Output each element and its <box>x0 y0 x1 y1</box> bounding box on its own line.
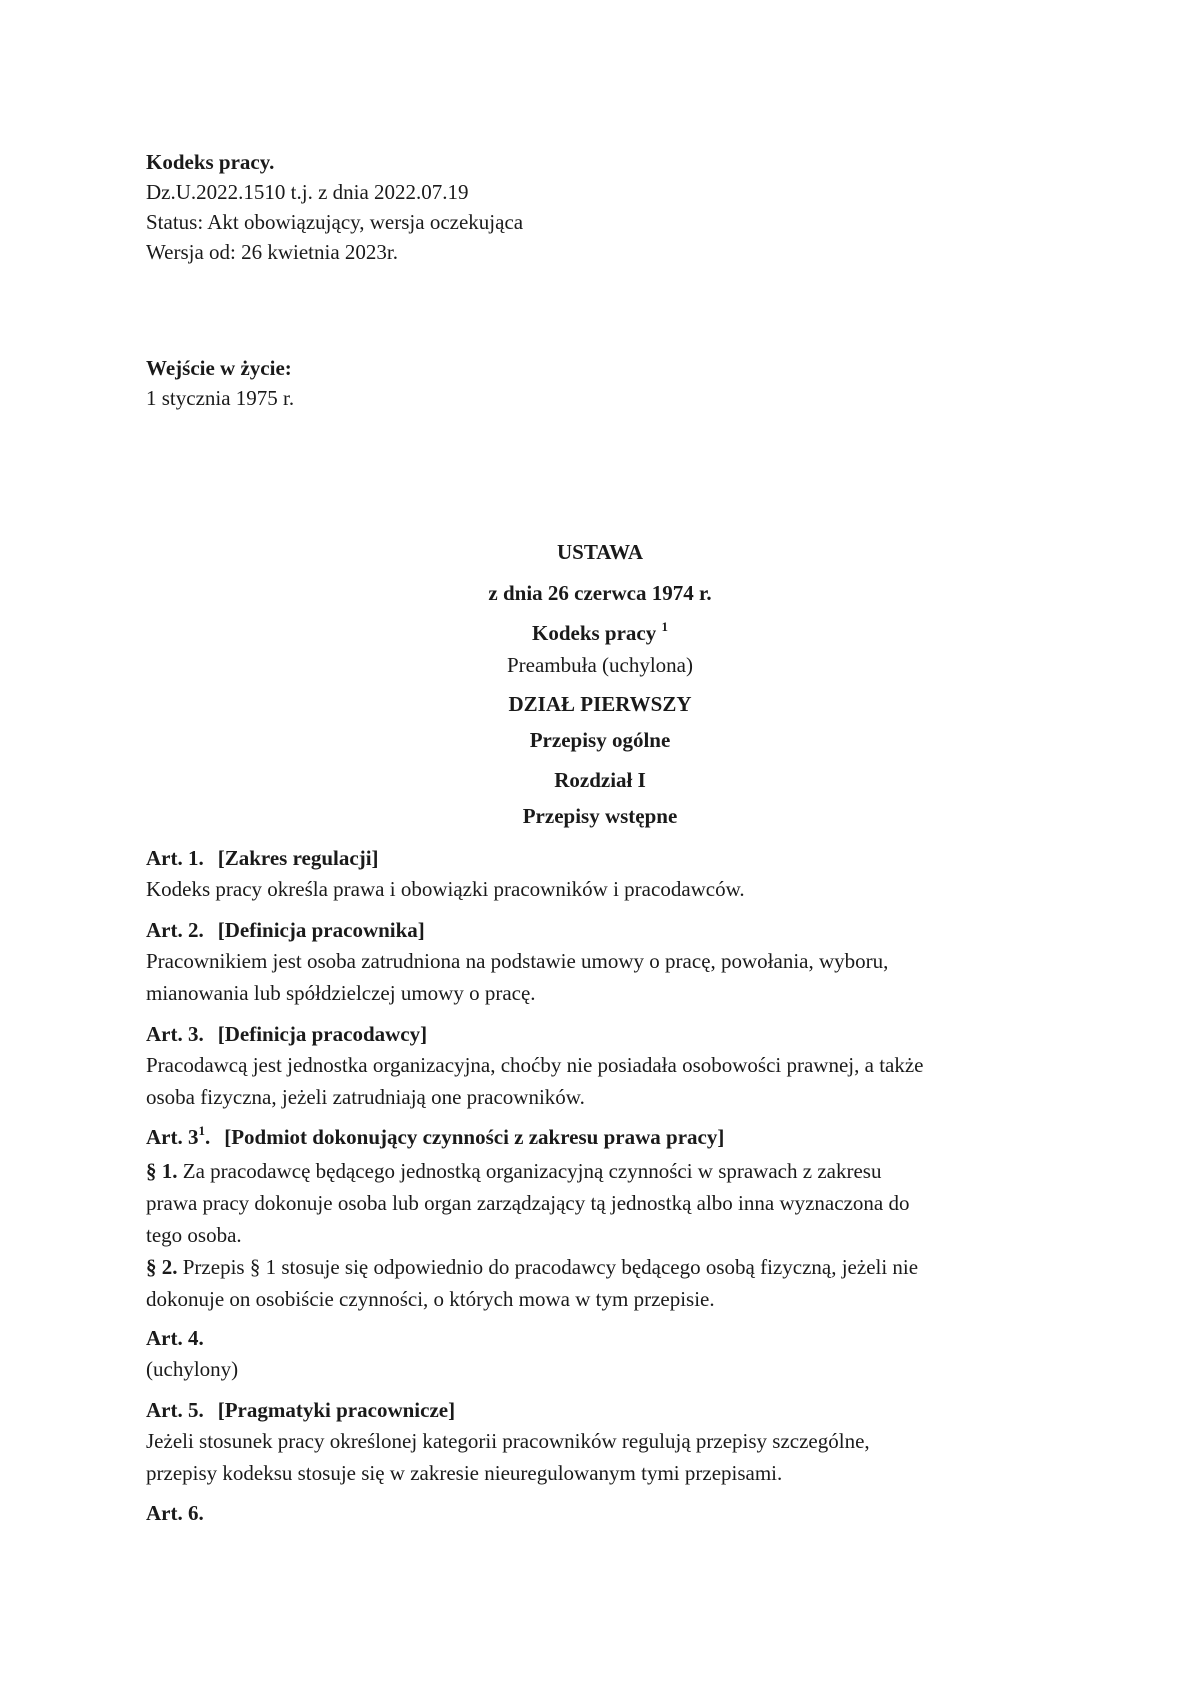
article-text <box>146 945 1056 1009</box>
entry-into-force <box>146 353 1046 413</box>
act-status: Status: Akt obowiązujący, wersja oczekująca <box>146 210 524 234</box>
article-heading <box>146 1122 724 1152</box>
article-text: (uchylony) <box>146 1357 239 1381</box>
article-title: [Zakres regulacji] <box>217 846 379 870</box>
article-number: Art. 3. <box>146 1022 204 1046</box>
chapter-heading: Rozdział I <box>554 768 646 792</box>
article-text-line: Jeżeli stosunek pracy określonej kategorii pracowników regulują przepisy szczególne, <box>146 1429 870 1453</box>
article-text <box>146 1425 1056 1489</box>
paragraph-text: Przepis § 1 stosuje się odpowiednio do pracodawcy będącego osobą fizyczną, jeżeli nie <box>177 1255 919 1279</box>
article-number-superscript: 1 <box>198 1123 205 1138</box>
article-text-line: osoba fizyczna, jeżeli zatrudniają one pracowników. <box>146 1085 585 1109</box>
article-text-line: Pracodawcą jest jednostka organizacyjna, choćby nie posiadała osobowości prawnej, a także <box>146 1053 924 1077</box>
article-title: [Podmiot dokonujący czynności z zakresu prawa pracy] <box>224 1125 725 1149</box>
article-text: Kodeks pracy określa prawa i obowiązki pracowników i pracodawców. <box>146 877 745 901</box>
article-heading <box>146 915 425 945</box>
paragraph-text: Za pracodawcę będącego jednostką organizacyjną czynności w sprawach z zakresu <box>177 1159 882 1183</box>
article-text-line: przepisy kodeksu stosuje się w zakresie nieuregulowanym tymi przepisami. <box>146 1461 783 1485</box>
article-title: [Definicja pracownika] <box>217 918 425 942</box>
paragraph-line: tego osoba. <box>146 1223 242 1247</box>
entry-into-force-label: Wejście w życie: <box>146 356 292 380</box>
article-text-line: mianowania lub spółdzielczej umowy o pracę. <box>146 981 536 1005</box>
act-name-footnote: 1 <box>661 619 668 634</box>
act-type: USTAWA <box>557 540 643 564</box>
paragraph-line: prawa pracy dokonuje osoba lub organ zarządzający tą jednostką albo inna wyznaczona do <box>146 1191 910 1215</box>
article-title: [Pragmatyki pracownicze] <box>217 1398 456 1422</box>
document-metadata <box>146 147 1046 267</box>
article-text <box>146 1155 1056 1315</box>
article-heading <box>146 1395 455 1425</box>
article-heading <box>146 1019 427 1049</box>
article-number: Art. 6. <box>146 1501 204 1525</box>
entry-into-force-date: 1 stycznia 1975 r. <box>146 386 295 410</box>
paragraph-label: § 1. <box>146 1159 178 1183</box>
article-text-line: Pracownikiem jest osoba zatrudniona na podstawie umowy o pracę, powołania, wyboru, <box>146 949 889 973</box>
article-number <box>146 1125 210 1149</box>
article-number: Art. 5. <box>146 1398 204 1422</box>
article-number: Art. 4. <box>146 1326 204 1350</box>
article-heading <box>146 1323 218 1353</box>
article-number: Art. 1. <box>146 846 204 870</box>
act-name-text: Kodeks pracy <box>531 621 657 645</box>
article-text <box>146 1049 1056 1113</box>
chapter-title: Przepisy wstępne <box>522 804 678 828</box>
paragraph-label: § 2. <box>146 1255 178 1279</box>
article-heading <box>146 1498 218 1528</box>
division-heading: DZIAŁ PIERWSZY <box>508 692 692 716</box>
act-name <box>0 618 1200 648</box>
preamble: Preambuła (uchylona) <box>506 653 694 677</box>
publication-source: Dz.U.2022.1510 t.j. z dnia 2022.07.19 <box>146 180 469 204</box>
article-heading <box>146 843 379 873</box>
document-title: Kodeks pracy. <box>146 150 275 174</box>
paragraph-line <box>146 1251 1056 1283</box>
article-number: Art. 2. <box>146 918 204 942</box>
version-date: Wersja od: 26 kwietnia 2023r. <box>146 240 399 264</box>
paragraph-line <box>146 1155 1056 1187</box>
article-number-dot: . <box>204 1125 211 1149</box>
paragraph-line: dokonuje on osobiście czynności, o których mowa w tym przepisie. <box>146 1287 715 1311</box>
division-title: Przepisy ogólne <box>529 728 671 752</box>
article-number-base: Art. 3 <box>146 1125 199 1149</box>
article-title: [Definicja pracodawcy] <box>217 1022 428 1046</box>
act-date: z dnia 26 czerwca 1974 r. <box>488 581 712 605</box>
